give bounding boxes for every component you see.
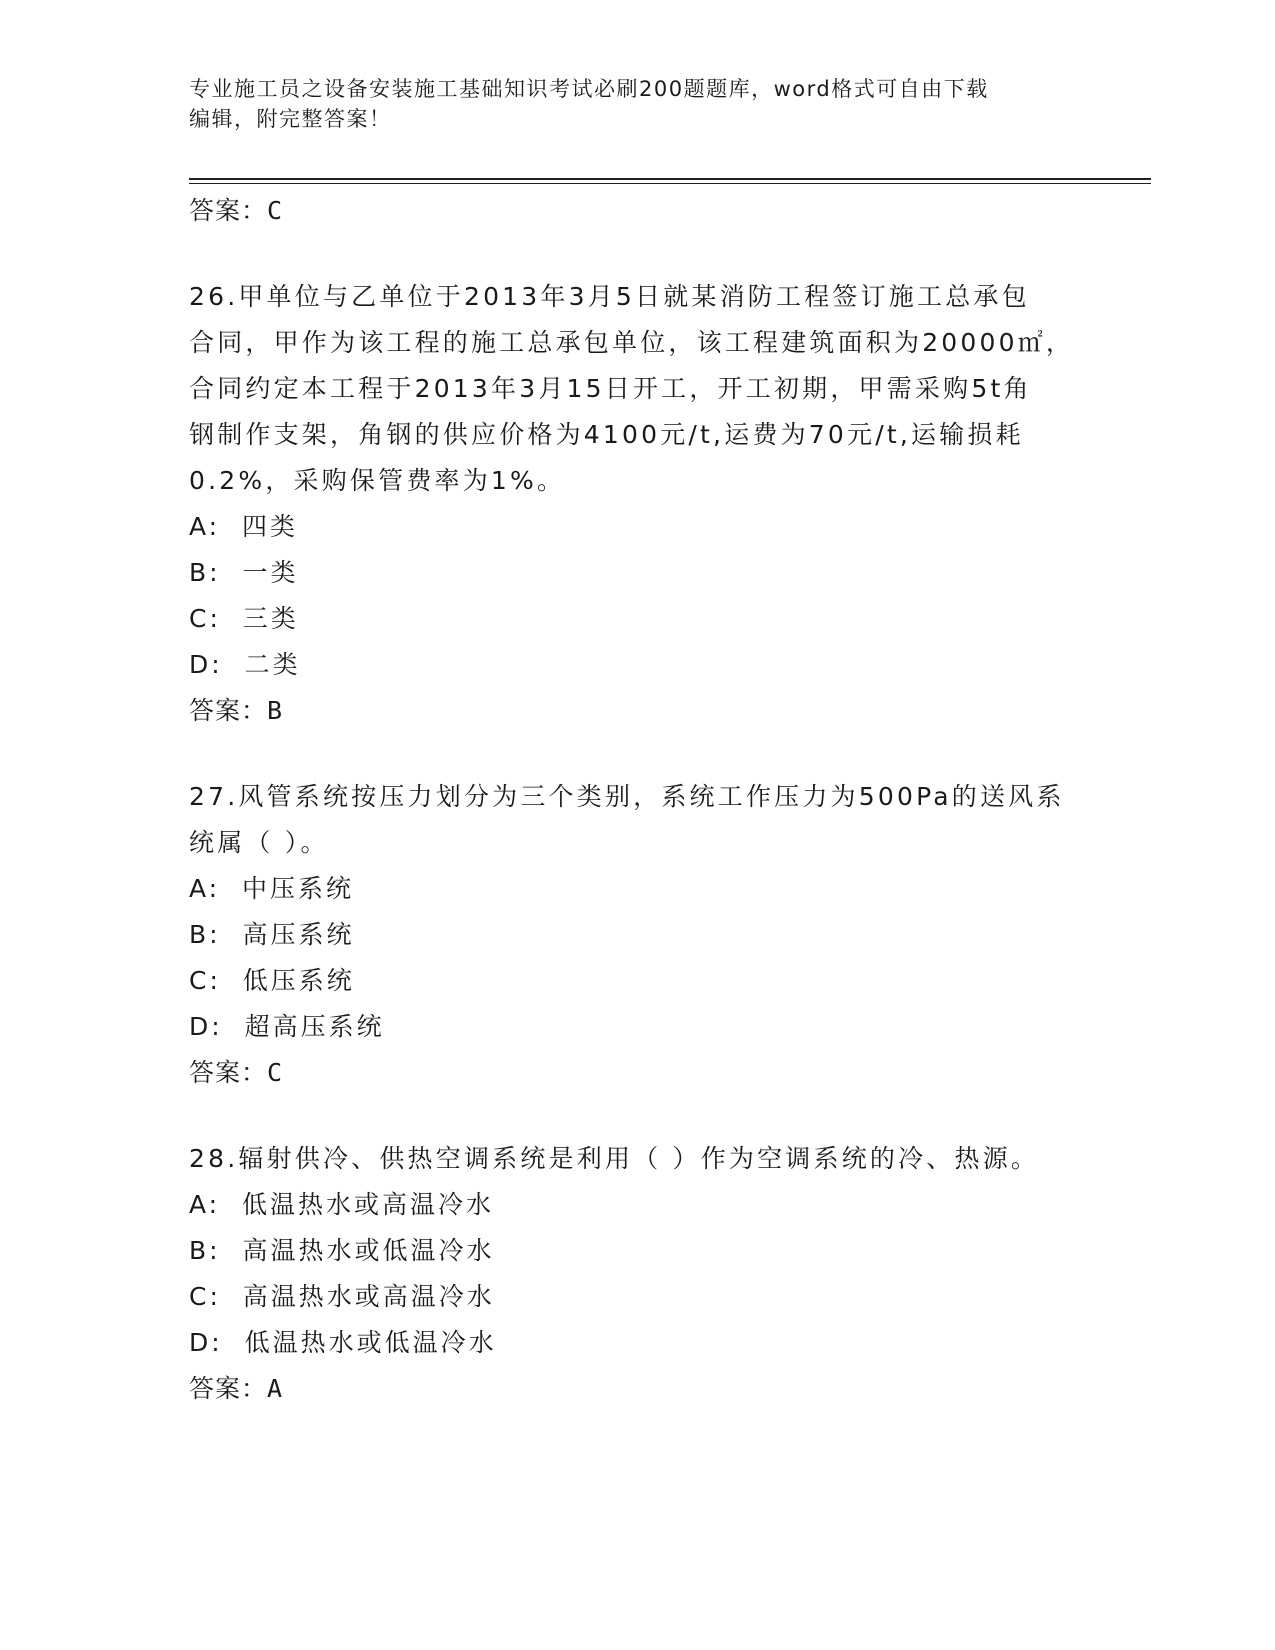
question-answer [189, 1050, 1089, 1096]
spacer [189, 1096, 1089, 1136]
option-b: B: 高压系统 [189, 920, 355, 949]
option-d: D: 低温热水或低温冷水 [189, 1328, 497, 1357]
previous-answer [189, 188, 1089, 234]
header-divider-thick [189, 178, 1151, 180]
spacer [189, 234, 1089, 274]
option-a: A: 中压系统 [189, 874, 354, 903]
header-line-1: 专业施工员之设备安装施工基础知识考试必刷200题题库，word格式可自由下载 [189, 77, 989, 101]
answer-label: 答案： [189, 1374, 268, 1403]
option-d: D: 二类 [189, 650, 301, 679]
answer-value: A [267, 1374, 284, 1403]
option-c: C: 低压系统 [189, 966, 355, 995]
question-line: 0.2%，采购保管费率为1%。 [189, 466, 566, 495]
question-line: 28.辐射供冷、供热空调系统是利用（ ）作为空调系统的冷、热源。 [189, 1144, 1040, 1173]
answer-label: 答案： [189, 196, 268, 225]
answer-value: C [267, 1058, 284, 1087]
question-line: 合同约定本工程于2013年3月15日开工，开工初期，甲需采购5t角 [189, 374, 1032, 403]
question-answer [189, 688, 1089, 734]
header-line-2: 编辑，附完整答案！ [189, 107, 392, 131]
option-c: C: 三类 [189, 604, 299, 633]
option-a: A: 低温热水或高温冷水 [189, 1190, 494, 1219]
question-line: 钢制作支架，角钢的供应价格为4100元/t,运费为70元/t,运输损耗 [189, 420, 1024, 449]
header-divider-thin [189, 183, 1151, 184]
question-26 [189, 274, 1089, 734]
option-c: C: 高温热水或高温冷水 [189, 1282, 495, 1311]
question-27 [189, 774, 1089, 1096]
question-line: 26.甲单位与乙单位于2013年3月5日就某消防工程签订施工总承包 [189, 282, 1030, 311]
answer-label: 答案： [189, 696, 268, 725]
answer-value: C [267, 196, 284, 225]
question-answer [189, 1366, 1089, 1412]
question-line: 27.风管系统按压力划分为三个类别，系统工作压力为500Pa的送风系 [189, 782, 1065, 811]
document-header [189, 74, 1089, 134]
spacer [189, 734, 1089, 774]
option-d: D: 超高压系统 [189, 1012, 385, 1041]
option-b: B: 一类 [189, 558, 299, 587]
question-28 [189, 1136, 1089, 1412]
answer-value: B [267, 696, 284, 725]
document-body [189, 188, 1089, 1412]
option-b: B: 高温热水或低温冷水 [189, 1236, 495, 1265]
answer-label: 答案： [189, 1058, 268, 1087]
question-line: 合同，甲作为该工程的施工总承包单位，该工程建筑面积为20000㎡， [189, 328, 1075, 357]
option-a: A: 四类 [189, 512, 298, 541]
question-line: 统属（ ）。 [189, 828, 329, 857]
